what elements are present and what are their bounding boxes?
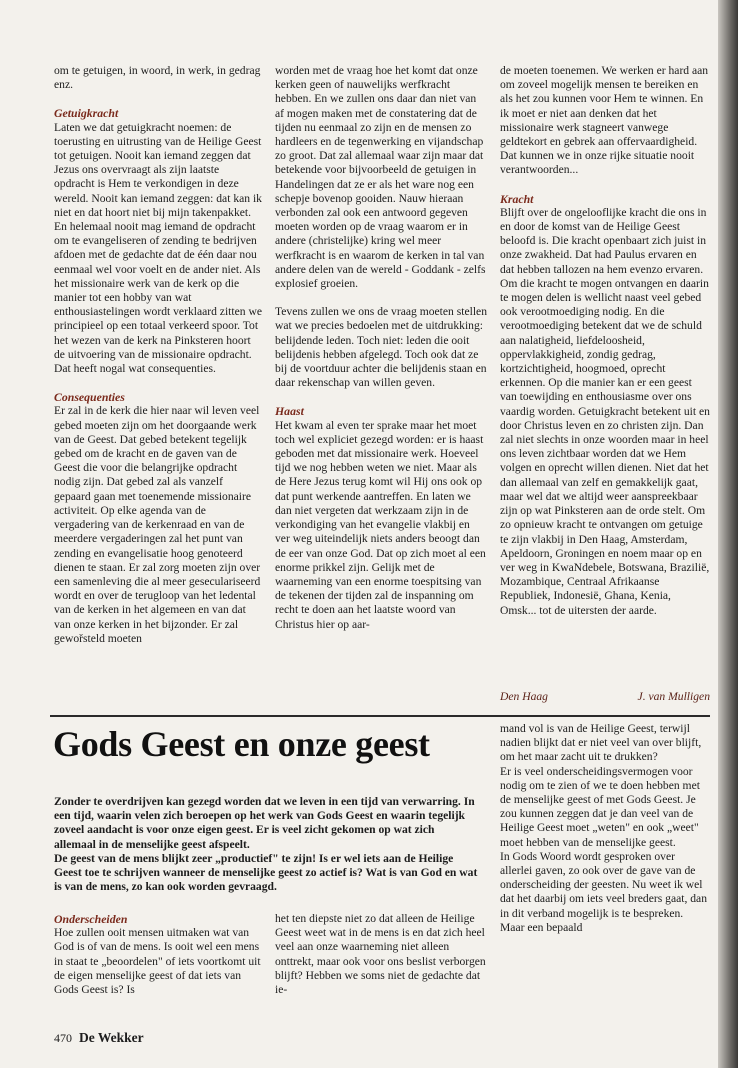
top-column-2 — [275, 64, 487, 704]
column-body: Er is veel onderscheidingsvermogen voor nodig om te zien of we te doen hebben met de menselijke geest of met Gods Geest. Je zou kunnen zeggen dat je dan veel van de Heilige Geest moet „weten" en ook „weet" moet hebben van de menselijke geest. — [500, 764, 700, 849]
bottom-column-1 — [54, 912, 262, 1022]
top-column-1 — [54, 64, 262, 704]
article-headline: Gods Geest en onze geest — [53, 724, 430, 764]
page-number: 470 — [54, 1031, 72, 1045]
column-body: worden met de vraag hoe het komt dat onze kerken geen of nauwelijks werfkracht hebben. En we zullen ons daar dan niet van af mogen maken met de constatering dat de tijden nu eenmaal zo zijn en de mensen zo hardleers en de tegenwerking en vijandschap zo groot. Dat zal allemaal waar zijn maar dat betekende voor bijvoorbeeld de getuigen in Handelingen dat ze er als het ware nog een schepje bovenop gooiden. Nauw hieraan verbonden zal ook een antwoord gegeven moeten worden op de vraag waarom er in andere (christelijke) kring wel meer werfkracht is en waarom de kerken in tal van andere delen van de wereld - Goddank - zelfs explosief groeien. — [275, 64, 486, 291]
section-heading-haast: Haast — [275, 404, 304, 419]
author-signature — [500, 690, 710, 703]
column-body: Tevens zullen we ons de vraag moeten stellen wat we precies bedoelen met de uitdrukking: belijdende leden. Toch niet: leden die ooit belijdenis hebben afgelegd. Toch ook dat ze bij de voortduur achter die belijdenis staan en daar rekenschap van willen geven. — [275, 305, 487, 390]
column-body: In Gods Woord wordt gesproken over allerlei gaven, zo ook over de gave van de onderscheiding der geesten. Nu weet ik wel dat het daarbij om iets veel breders gaat, dan in dit verband mogelijk is te bespreken. Maar een bepaald — [500, 849, 707, 934]
section-divider — [50, 715, 710, 717]
article-lead — [54, 795, 479, 894]
column-body: mand vol is van de Heilige Geest, terwijl nadien blijkt dat er niet veel van over blijft, om het maar zacht uit te drukken? — [500, 722, 702, 764]
page-footer — [54, 1030, 144, 1046]
top-column-3 — [500, 64, 710, 684]
section-body: Laten we dat getuigkracht noemen: de toerusting en uitrusting van de Heilige Geest tot getuigen. Nooit kan iemand zeggen dat Jezus ons overvraagt als zijn laatste opdracht is Hem te verkondigen in deze wereld. Nooit kan iemand zeggen: dat kan ik niet en dat hoort niet bij mijn takenpakket. En helemaal nooit mag iemand de opdracht om te evangeliseren of zending te bedrijven afdoen met de gedachte dat de één daar nou eenmaal wel voor voelt en de ander niet. Als het missionaire werk van de kerk op die manier tot een hobby van wat enthousiastelingen wordt verklaard zitten we principieel op een totaal verkeerd spoor. Tot het wezen van de kerk na Pinksteren hoort de uitvoering van de missionaire opdracht. Dat heeft nogal wat consequenties. — [54, 120, 262, 376]
section-body: Er zal in de kerk die hier naar wil leven veel gebed moeten zijn om het doorgaande werk van de Geest. Dat gebed betekent tegelijk gebed om de kracht en de gaven van de Geest die voor die belangrijke opdracht nodig zijn. Dat gebed zal als vanzelf gepaard gaan met toenemende missionaire activiteit. Op elke agenda van de vergadering van de kerkenraad en van de meerdere vergaderingen zal het punt van zending en evangelisatie hoog genoteerd dienen te staan. Er zal zorg moeten zijn over een samenleving die al meer geseculariseerd wordt en over de terugloop van het ledental van de kerken in het algemeen en van dat van onze kerken in het bijzonder. Er zal gewořsteld moeten — [54, 404, 261, 645]
bottom-column-2 — [275, 912, 487, 1022]
signature-place: Den Haag — [500, 690, 548, 703]
section-heading-consequenties: Consequenties — [54, 390, 125, 405]
magazine-name: De Wekker — [79, 1030, 144, 1045]
page-binding-edge — [718, 0, 738, 1068]
column-body: Hoe zullen ooit mensen uitmaken wat van God is of van de mens. Is ooit wel een mens in staat te „beoordelen" of iets voortkomt uit de eigen menselijke geest of dat iets van Gods Geest is? Is — [54, 926, 261, 997]
bottom-column-3 — [500, 722, 710, 1022]
section-body: Blijft over de ongelooflijke kracht die ons in en door de komst van de Heilige Geest beloofd is. Die kracht openbaart zich juist in onze zwakheid. Dat had Paulus ervaren en dat hebben tallozen na hem evenzo ervaren. Om die kracht te mogen ontvangen en daarin te mogen delen is wellicht naast veel gebed ook verootmoediging nodig. En die verootmoediging betekent dat we de schuld aan nalatigheid, liefdeloosheid, oppervlakkigheid, zondig gedrag, kortzichtigheid, hoogmoed, oprecht erkennen. Op die manier kan er een geest van toewijding en enthousiasme over ons vaardig worden. Getuigkracht betekent uit en door Christus leven en zo christen zijn. Dan zal niet slechts in onze woorden maar in heel ons leven zichtbaar worden dat we Hem volgen en oprecht willen dienen. Niet dat het dan allemaal van zelf en gemakkelijk gaat, maar wel dat we altijd weer aanspreekbaar zijn op wat Pinksteren aan de orde stelt. Om zo opnieuw kracht te ontvangen om getuige te zijn vlakbij in Den Haag, Amsterdam, Apeldoorn, Groningen en noem maar op en ver weg in KwaNdebele, Botswana, Brazilië, Mozambique, Centraal Afrikaanse Republiek, Indonesië, Ghana, Kenia, Omsk... tot de uitersten der aarde. — [500, 205, 710, 617]
section-body: Het kwam al even ter sprake maar het moet toch wel expliciet gezegd worden: er is haast geboden met dat missionaire werk. Hoeveel tijd we nog hebben weten we niet. Maar als de Here Jezus terug komt wil Hij ons ook op dat punt werkende aantreffen. En laten we dan niet vergeten dat werkzaam zijn in de verkondiging van het evangelie vlakbij en ver weg uiteindelijk niets anders beoogt dan de eer van onze God. Dat op zich moet al een enorme prikkel zijn. Gelijk met de waarneming van een enorme toespitsing van de tekenen der tijden zal de inspanning om recht te doen aan het laatste woord van Christus hier op aar- — [275, 418, 486, 631]
lead-paragraph: Zonder te overdrijven kan gezegd worden dat we leven in een tijd van verwarring. In een tijd, waarin velen zich beroepen op het werk van Gods Geest en waarin tegelijk zoveel aandacht is voor onze eigen geest. Er is veel zicht gekomen op wat zich allemaal in de menselijke geest afspeelt. — [54, 795, 475, 851]
section-heading-getuigkracht: Getuigkracht — [54, 106, 119, 121]
lead-paragraph: De geest van de mens blijkt zeer „productief" te zijn! Is er wel iets aan de Heilige Geest toe te schrijven wanneer de menselijke geest zo actief is? Wat is van God en wat is van de mens, zo kan ook worden gevraagd. — [54, 851, 478, 894]
column-intro: om te getuigen, in woord, in werk, in gedrag enz. — [54, 64, 261, 92]
section-heading-onderscheiden: Onderscheiden — [54, 912, 128, 926]
section-heading-kracht: Kracht — [500, 191, 534, 206]
column-body: de moeten toenemen. We werken er hard aan om zoveel mogelijk mensen te bereiken en als het zou kunnen voor Hem te winnen. En ik moet er niet aan denken dat het missionaire werk stagneert vanwege geldtekort en gebrek aan offervaardigheid. Dat kunnen we in onze rijke situatie nooit verantwoorden... — [500, 64, 709, 177]
signature-author: J. van Mulligen — [637, 690, 710, 703]
column-body: het ten diepste niet zo dat alleen de Heilige Geest weet wat in de mens is en dat zich heel veel aan onze waarneming niet alleen onttrekt, maar ook voor ons beslist verborgen blijft? Hebben we soms niet de gedachte dat ie- — [275, 912, 486, 997]
